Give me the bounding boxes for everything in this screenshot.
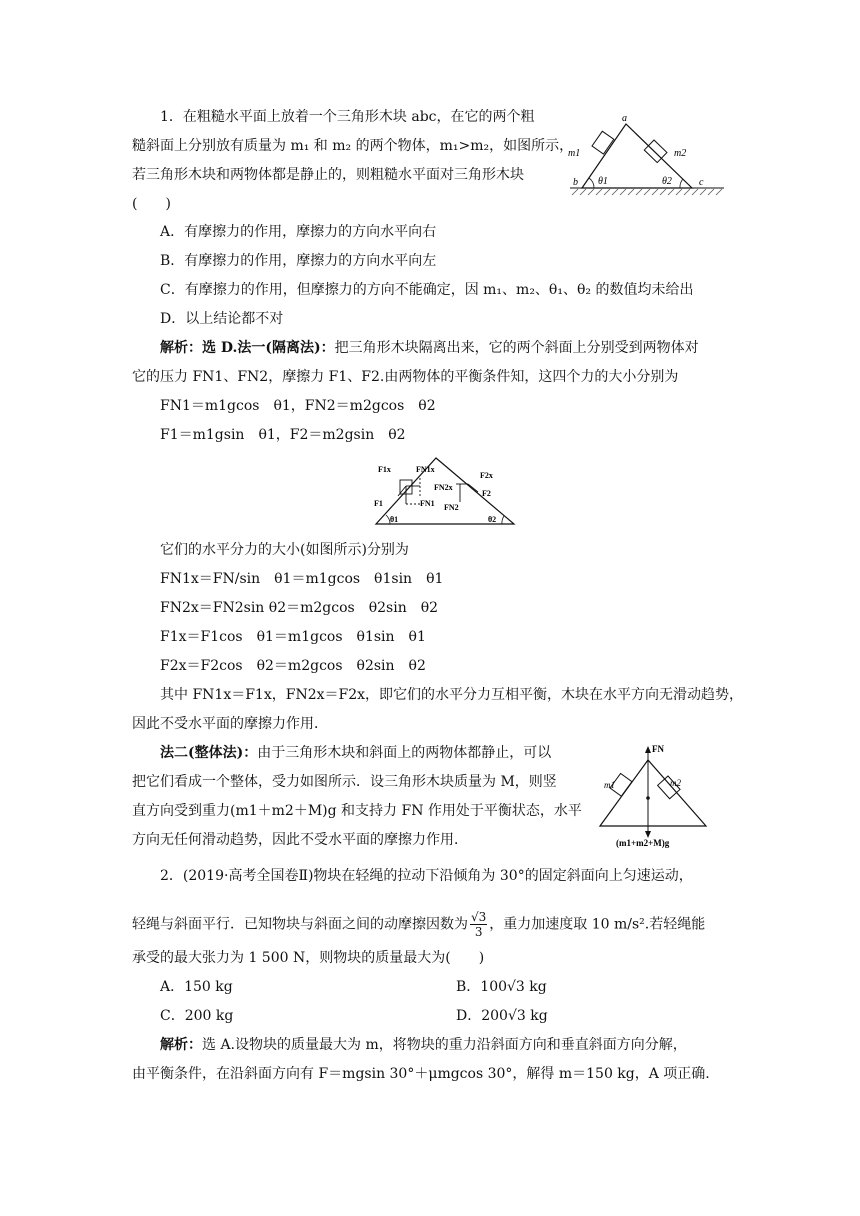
q1-option-b: B．有摩擦力的作用，摩擦力的方向水平向左 [160, 253, 437, 269]
q1-eq-3: FN1x＝FN/sin θ1＝m1gcos θ1sin θ1 [160, 571, 444, 587]
fn2x-label: FN2x [434, 483, 453, 492]
q1-analysis-line-3: 它们的水平分力的大小(如图所示)分别为 [160, 542, 409, 558]
mu-fraction: $\frac{√3}{3}$ [471, 910, 487, 939]
q1-eq-6: F2x＝F2cos θ2＝m2gcos θ2sin θ2 [160, 658, 426, 674]
theta2-label: θ2 [662, 176, 672, 187]
fn2-label: FN2 [444, 503, 459, 512]
q2-stem-line-3: 承受的最大张力为 1 500 N，则物块的质量最大为( ) [132, 950, 485, 966]
q1-eq-1: FN1＝m1gcos θ1，FN2＝m2gcos θ2 [160, 398, 436, 414]
fig3-fn-label: FN [652, 744, 664, 754]
vertex-c-label: c [699, 177, 704, 188]
q1-stem-line-2: 糙斜面上分别放有质量为 m₁ 和 m₂ 的两个物体，m₁>m₂，如图所示， [132, 138, 574, 154]
q1-option-a: A．有摩擦力的作用，摩擦力的方向水平向右 [160, 224, 437, 240]
triangle-block-figure [564, 112, 730, 198]
fig3-m2-label: m2 [670, 778, 681, 788]
q1-method2-line-1: 法二(整体法)：由于三角形木块和斜面上的两物体都静止，可以 [160, 745, 552, 761]
q1-method2-head: 法二(整体法)： [160, 745, 258, 761]
q1-method2-line-3: 直方向受到重力(m1＋m2＋M)g 和支持力 FN 作用处于平衡状态，水平 [132, 803, 582, 819]
vertex-b-label: b [573, 177, 578, 188]
q1-option-c: C．有摩擦力的作用，但摩擦力的方向不能确定，因 m₁、m₂、θ₁、θ₂ 的数值均未给出 [160, 282, 694, 298]
q1-method2-line-4: 方向无任何滑动趋势，因此不受水平面的摩擦力作用． [132, 832, 468, 848]
q1-method2-line-2: 把它们看成一个整体，受力如图所示．设三角形木块质量为 M，则竖 [132, 774, 557, 790]
q2-stem-line-1: 2．(2019·高考全国卷Ⅱ)物块在轻绳的拉动下沿倾角为 30°的固定斜面向上匀速运动， [160, 868, 693, 884]
q1-eq-2: F1＝m1gsin θ1，F2＝m2gsin θ2 [160, 427, 406, 443]
q1-stem-line-3: 若三角形木块和两物体都是静止的，则粗糙水平面对三角形木块 [132, 167, 524, 183]
q1-eq-4: FN2x＝FN2sin θ2＝m2gcos θ2sin θ2 [160, 600, 439, 616]
q2-option-a: A．150 kg [160, 979, 233, 995]
q1-analysis-line-1: 解析：选 D.法一(隔离法)：把三角形木块隔离出来，它的两个斜面上分别受到两物体对 [160, 340, 699, 356]
q1-eq-5: F1x＝F1cos θ1＝m1gcos θ1sin θ1 [160, 629, 426, 645]
q2-analysis-line-1: 解析：选 A.设物块的质量最大为 m，将物块的重力沿斜面方向和垂直斜面方向分解， [160, 1037, 687, 1053]
fig3-gravity-label: (m1+m2+M)g [616, 838, 670, 848]
fig2-theta2-label: θ2 [488, 515, 497, 524]
q1-conclusion-2: 因此不受水平面的摩擦力作用． [132, 716, 328, 732]
q1-analysis-head: 解析：选 D.法一(隔离法)： [160, 340, 335, 356]
f1x-label: F1x [378, 465, 391, 474]
q2-stem-line-2: 轻绳与斜面平行．已知物块与斜面之间的动摩擦因数为 $\frac{√3}{3}$ ，重力加速度取 10 m/s².若轻绳能 [132, 910, 706, 939]
q1-conclusion-1: 其中 FN1x＝F1x，FN2x＝F2x，即它们的水平分力互相平衡，木块在水平方向无滑动趋势， [160, 687, 744, 703]
f2x-label: F2x [480, 471, 493, 480]
fig3-m1-label: m1 [604, 780, 615, 790]
fn1-label: FN1 [420, 499, 435, 508]
m2-label: m2 [674, 148, 687, 159]
f2-label: F2 [482, 489, 491, 498]
theta1-label: θ1 [598, 176, 608, 187]
q1-stem-line-1: 1．在粗糙水平面上放着一个三角形木块 abc，在它的两个粗 [160, 109, 535, 125]
q1-analysis-line-2: 它的压力 FN1、FN2，摩擦力 F1、F2.由两物体的平衡条件知，这四个力的大小分别为 [132, 369, 679, 385]
q2-option-b: B．100√3 kg [456, 979, 547, 995]
q2-option-d: D．200√3 kg [456, 1008, 548, 1024]
q2-analysis-line-2: 由平衡条件，在沿斜面方向有 F＝mgsin 30°＋μmgcos 30°，解得 m＝150 kg，A 项正确. [132, 1066, 710, 1082]
q1-stem-line-4: ( ) [132, 196, 171, 212]
q2-option-c: C．200 kg [160, 1008, 234, 1024]
m1-label: m1 [568, 148, 581, 159]
q2-analysis-head: 解析： [160, 1037, 202, 1053]
f1-label: F1 [374, 499, 383, 508]
q1-option-d: D．以上结论都不对 [160, 311, 284, 327]
force-decomposition-figure [368, 456, 516, 528]
whole-system-figure [596, 742, 710, 848]
fig2-theta1-label: θ1 [390, 515, 399, 524]
fn1x-label: FN1x [416, 465, 435, 474]
vertex-a-label: a [622, 113, 627, 124]
